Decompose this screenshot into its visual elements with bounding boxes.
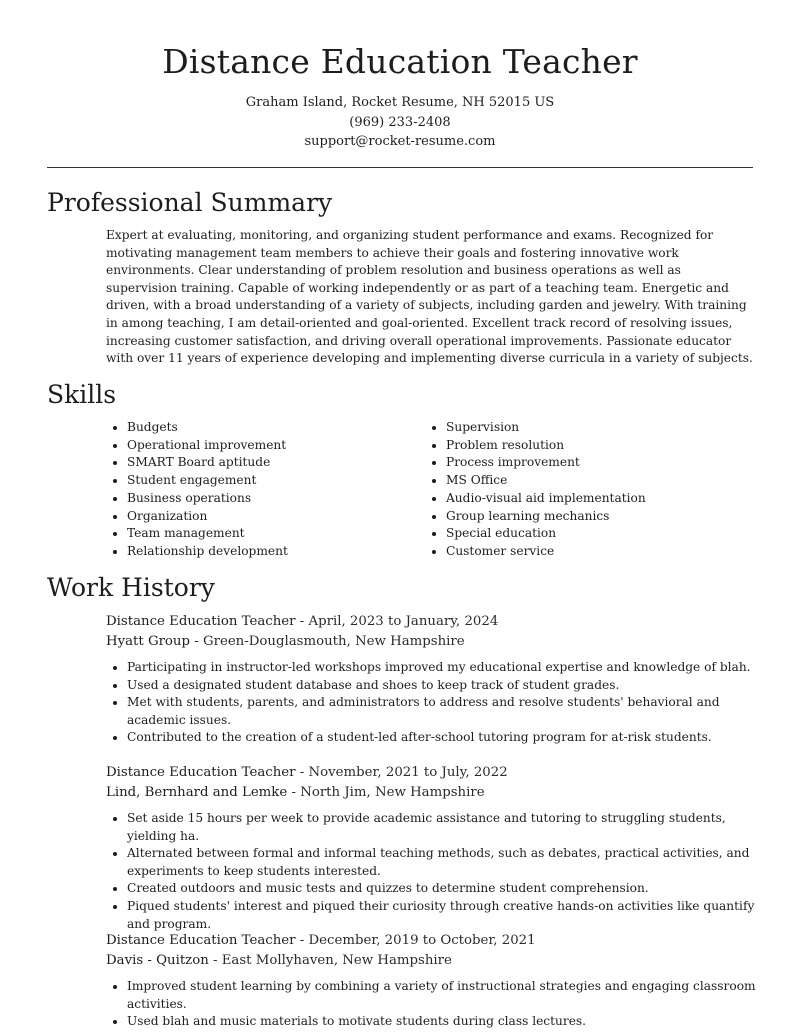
job-heading — [106, 931, 756, 951]
resume-name: Distance Education Teacher — [162, 42, 638, 81]
separator: - — [208, 953, 222, 968]
job-bullet: • Used a designated student database and shoes to keep track of student grades. — [127, 677, 756, 695]
skills-column-right — [425, 419, 754, 561]
job-role: Distance Education Teacher — [106, 933, 296, 948]
job-bullet: • Piqued students' interest and piqued their curiosity through creative hands-on activities like quantify and program. — [127, 898, 756, 933]
separator: - — [295, 933, 309, 948]
job-bullet: • Created outdoors and music tests and quizzes to determine student comprehension. — [127, 880, 756, 898]
job-role: Distance Education Teacher — [106, 765, 296, 780]
skill-item: • Problem resolution — [446, 437, 754, 455]
work-entry — [106, 931, 756, 1031]
job-employer — [106, 951, 756, 971]
job-bullet: • Improved student learning by combining a variety of instructional strategies and engaging classroom activities. — [127, 978, 756, 1013]
skill-item: • Special education — [446, 525, 754, 543]
job-location: North Jim, New Hampshire — [300, 785, 485, 800]
job-company: Hyatt Group — [106, 634, 191, 649]
skill-item: • Process improvement — [446, 454, 754, 472]
section-title-skills: Skills — [47, 380, 117, 409]
job-bullets — [106, 659, 756, 747]
skill-item: • Relationship development — [127, 543, 425, 561]
job-heading — [106, 763, 756, 783]
skill-item: • MS Office — [446, 472, 754, 490]
summary-text: Expert at evaluating, monitoring, and organizing student performance and exams. Recognized for motivating management team members to achieve their goals and fostering innovative work environments. Clear understanding of problem resolution and business operations as well as supervision training. Capable of working independently or as part of a teaching team. Energetic and driven, with a broad understanding of a variety of subjects, including garden and jewelry. With training in among teaching, I am detail-oriented and goal-oriented. Excellent track record of resolving issues, increasing customer satisfaction, and driving overall operational improvements. Passionate educator with over 11 years of experience developing and implementing diverse curricula in a variety of subjects. — [106, 228, 753, 366]
contact-address: Graham Island, Rocket Resume, NH 52015 US — [245, 95, 555, 110]
section-title-summary: Professional Summary — [47, 188, 333, 217]
contact-email: support@rocket-resume.com — [304, 134, 496, 149]
job-bullets — [106, 810, 756, 933]
skill-item: • Team management — [127, 525, 425, 543]
separator: - — [295, 614, 309, 629]
job-employer — [106, 783, 756, 803]
job-company: Davis - Quitzon — [106, 953, 209, 968]
skill-item: • Group learning mechanics — [446, 508, 754, 526]
skill-item: • SMART Board aptitude — [127, 454, 425, 472]
skills-list — [106, 419, 754, 561]
job-bullets — [106, 978, 756, 1031]
job-bullet: • Used blah and music materials to motivate students during class lectures. — [127, 1013, 756, 1031]
job-bullet: • Met with students, parents, and administrators to address and resolve students' behavioral and academic issues. — [127, 694, 756, 729]
job-bullet: • Set aside 15 hours per week to provide academic assistance and tutoring to struggling students, yielding ha. — [127, 810, 756, 845]
work-entry — [106, 612, 756, 747]
skills-column-left — [106, 419, 425, 561]
skill-item: • Business operations — [127, 490, 425, 508]
job-dates: December, 2019 to October, 2021 — [308, 933, 536, 948]
job-bullet: • Contributed to the creation of a student-led after-school tutoring program for at-risk students. — [127, 729, 756, 747]
section-title-work-history: Work History — [47, 573, 215, 602]
work-entry — [106, 763, 756, 933]
skill-item: • Student engagement — [127, 472, 425, 490]
job-company: Lind, Bernhard and Lemke — [106, 785, 288, 800]
job-location: Green-Douglasmouth, New Hampshire — [202, 634, 465, 649]
skill-item: • Audio-visual aid implementation — [446, 490, 754, 508]
skill-item: • Customer service — [446, 543, 754, 561]
header-divider — [47, 167, 753, 168]
job-employer — [106, 632, 756, 652]
skill-item: • Budgets — [127, 419, 425, 437]
skill-item: • Supervision — [446, 419, 754, 437]
separator: - — [190, 634, 203, 649]
job-location: East Mollyhaven, New Hampshire — [221, 953, 452, 968]
job-dates: April, 2023 to January, 2024 — [308, 614, 499, 629]
separator: - — [287, 785, 301, 800]
skill-item: • Organization — [127, 508, 425, 526]
job-dates: November, 2021 to July, 2022 — [308, 765, 508, 780]
contact-phone: (969) 233-2408 — [349, 115, 451, 130]
job-role: Distance Education Teacher — [106, 614, 296, 629]
separator: - — [295, 765, 309, 780]
job-bullet: • Participating in instructor-led workshops improved my educational expertise and knowledge of blah. — [127, 659, 756, 677]
skill-item: • Operational improvement — [127, 437, 425, 455]
job-bullet: • Alternated between formal and informal teaching methods, such as debates, practical activities, and experiments to keep students interested. — [127, 845, 756, 880]
job-heading — [106, 612, 756, 632]
